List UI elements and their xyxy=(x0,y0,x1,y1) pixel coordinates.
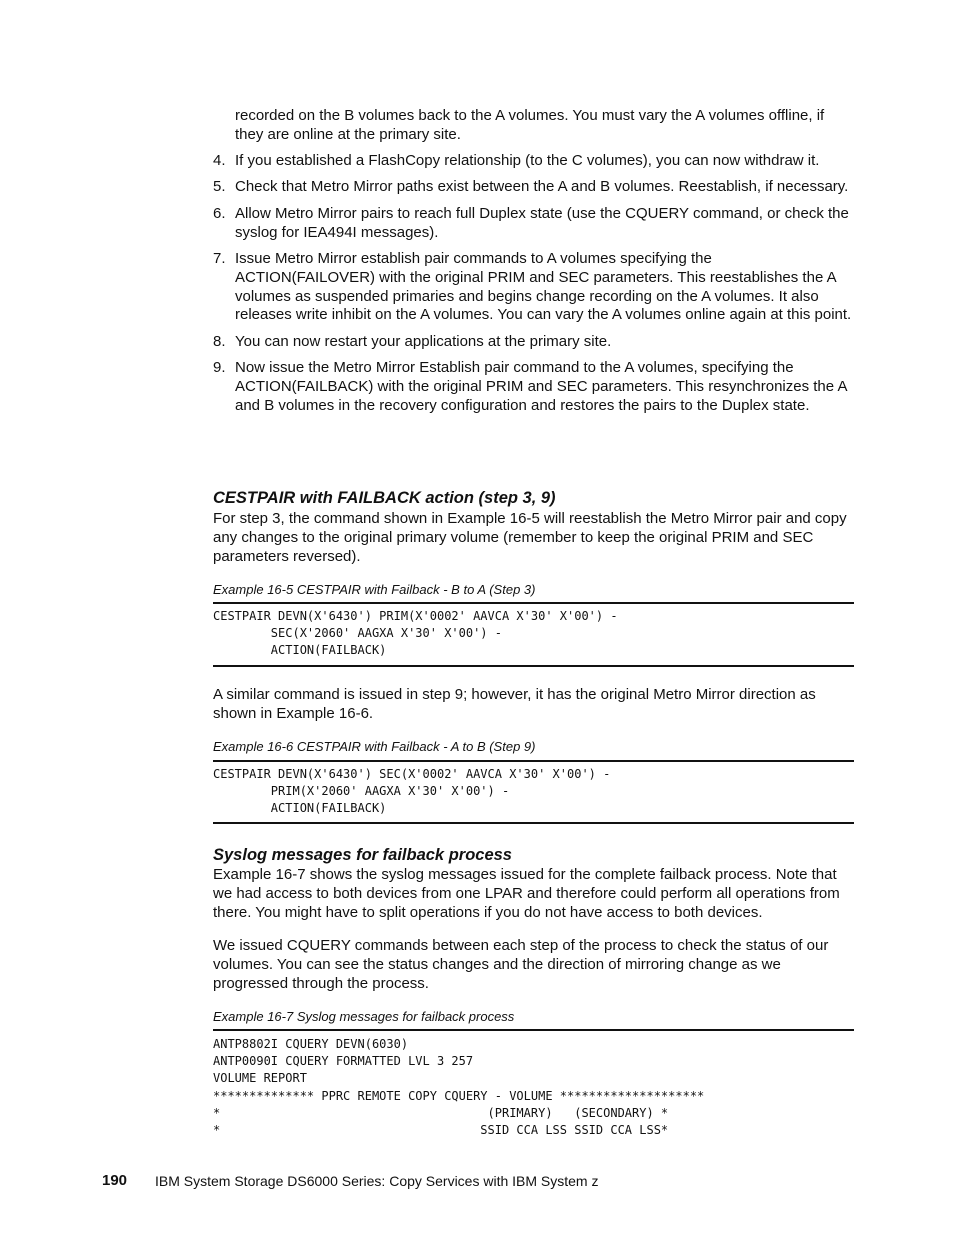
section-paragraph: We issued CQUERY commands between each step of the process to check the status of our volumes. You can see the status changes and the direction of mirroring change as we progressed through the process. xyxy=(213,937,829,992)
step-number: 6. xyxy=(213,204,226,222)
step-text: You can now restart your applications at the primary site. xyxy=(235,332,612,350)
code-top-rule xyxy=(213,760,854,762)
example-caption-16-7: Example 16-7 Syslog messages for failback process xyxy=(213,1009,515,1024)
step-list xyxy=(213,152,855,423)
step-text: If you established a FlashCopy relationship (to the C volumes), you can now withdraw it. xyxy=(235,152,820,169)
step-number: 5. xyxy=(213,178,226,196)
example-caption-16-5: Example 16-5 CESTPAIR with Failback - B to A (Step 3) xyxy=(213,582,536,597)
list-item xyxy=(213,152,855,171)
list-item xyxy=(213,178,855,197)
step-text: Allow Metro Mirror pairs to reach full Duplex state (use the CQUERY command, or check the syslog for IEA494I messages). xyxy=(235,204,849,241)
step-text: Check that Metro Mirror paths exist between the A and B volumes. Reestablish, if necessary. xyxy=(235,178,849,196)
step-number: 9. xyxy=(213,359,226,377)
code-bottom-rule xyxy=(213,665,854,667)
list-item xyxy=(213,250,855,325)
step-number: 8. xyxy=(213,332,226,350)
page-number: 190 xyxy=(102,1172,128,1189)
code-bottom-rule xyxy=(213,822,854,824)
footer-book-title: IBM System Storage DS6000 Series: Copy Services with IBM System z xyxy=(155,1173,599,1189)
step-number: 4. xyxy=(213,152,226,169)
paragraph-between: A similar command is issued in step 9; however, it has the original Metro Mirror direction as shown in Example 16-6. xyxy=(213,686,816,722)
code-top-rule xyxy=(213,602,854,604)
step-text: Now issue the Metro Mirror Establish pair command to the A volumes, specifying the ACTION(FAILBACK) with the original PRIM and SEC parameters. This resynchronizes the A and B volumes in the recovery configuration and restores the pairs to the Duplex state. xyxy=(235,359,847,414)
code-block-16-5: CESTPAIR DEVN(X'6430') PRIM(X'0002' AAVCA X'30' X'00') - SEC(X'2060' AAGXA X'30' X'00') - ACTION(FAILBACK) xyxy=(213,609,618,658)
code-block-16-7: ANTP8802I CQUERY DEVN(6030) ANTP0090I CQUERY FORMATTED LVL 3 257 VOLUME REPORT ************** PPRC REMOTE COPY CQUERY - VOLUME ******************** * (PRIMARY) (SECONDARY) * * SSID CCA LSS SSID CCA LSS* xyxy=(213,1037,705,1138)
section-paragraph: For step 3, the command shown in Example 16-5 will reestablish the Metro Mirror pair and copy any changes to the original primary volume (remember to keep the original PRIM and SEC parameters reversed). xyxy=(213,510,847,565)
list-item xyxy=(213,333,855,352)
continuation-paragraph: recorded on the B volumes back to the A volumes. You must vary the A volumes offline, if they are online at the primary site. xyxy=(235,107,825,143)
code-top-rule xyxy=(213,1029,854,1031)
section-heading-cestpair: CESTPAIR with FAILBACK action (step 3, 9) xyxy=(213,489,556,507)
step-number: 7. xyxy=(213,249,226,267)
section-paragraph: Example 16-7 shows the syslog messages issued for the complete failback process. Note that we had access to both devices from one LPAR and therefore could perform all operations from there. You might have to split operations if you do not have access to both devices. xyxy=(213,866,840,921)
step-text: Issue Metro Mirror establish pair commands to A volumes specifying the ACTION(FAILOVER) with the original PRIM and SEC parameters. This reestablishes the A volumes as suspended primaries and begins change recording on the A volumes. It also releases write inhibit on the A volumes. You can vary the A volumes online again at this point. xyxy=(235,249,852,324)
code-block-16-6: CESTPAIR DEVN(X'6430') SEC(X'0002' AAVCA X'30' X'00') - PRIM(X'2060' AAGXA X'30' X'00') - ACTION(FAILBACK) xyxy=(213,767,611,816)
example-caption-16-6: Example 16-6 CESTPAIR with Failback - A to B (Step 9) xyxy=(213,739,536,754)
list-item xyxy=(213,205,855,243)
section-heading-syslog: Syslog messages for failback process xyxy=(213,846,512,864)
list-item xyxy=(213,359,855,415)
